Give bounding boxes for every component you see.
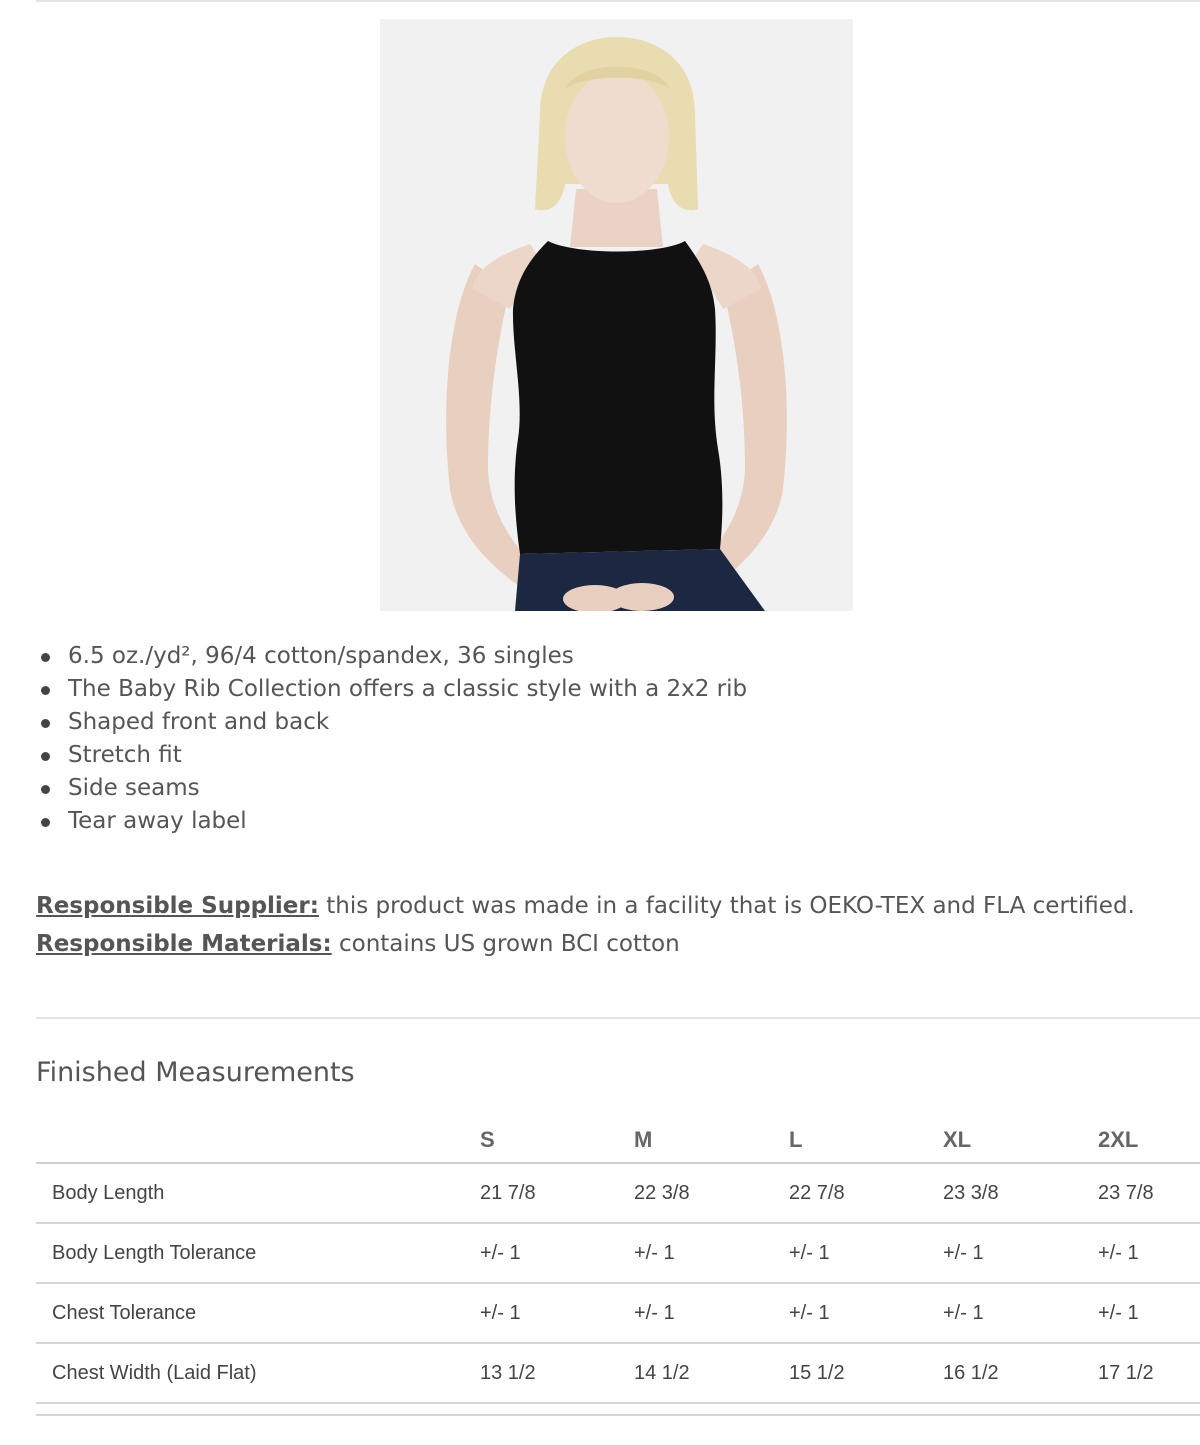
responsible-supplier-text: this product was made in a facility that is OEKO-TEX and FLA certified. [318, 893, 1135, 919]
table-row [36, 1163, 1200, 1223]
feature-list [38, 640, 747, 838]
feature-item: Stretch fit [38, 739, 747, 772]
table-cell: 23 7/8 [1098, 1163, 1200, 1223]
feature-item: 6.5 oz./yd², 96/4 cotton/spandex, 36 singles [38, 640, 747, 673]
table-cell: +/- 1 [789, 1283, 943, 1343]
size-header: S [480, 1118, 634, 1163]
table-cell: +/- 1 [1098, 1223, 1200, 1283]
table-cell: +/- 1 [480, 1223, 634, 1283]
table-cell: +/- 1 [480, 1283, 634, 1343]
bottom-divider [36, 1414, 1200, 1416]
size-header-row [36, 1118, 1200, 1163]
size-header: L [789, 1118, 943, 1163]
feature-item: Shaped front and back [38, 706, 747, 739]
table-cell: +/- 1 [634, 1283, 789, 1343]
responsible-materials-paragraph [36, 925, 1156, 963]
table-cell: 21 7/8 [480, 1163, 634, 1223]
top-divider [36, 0, 1200, 2]
responsibility-section [36, 887, 1156, 963]
row-label: Body Length Tolerance [36, 1223, 480, 1283]
feature-item: Tear away label [38, 805, 747, 838]
feature-item: Side seams [38, 772, 747, 805]
table-cell: +/- 1 [943, 1283, 1098, 1343]
table-cell: 23 3/8 [943, 1163, 1098, 1223]
responsible-materials-label: Responsible Materials: [36, 931, 332, 957]
table-cell: 15 1/2 [789, 1343, 943, 1403]
section-divider [36, 1017, 1200, 1019]
measurements-table [36, 1118, 1200, 1404]
table-cell: 13 1/2 [480, 1343, 634, 1403]
table-cell: 17 1/2 [1098, 1343, 1200, 1403]
row-label: Chest Tolerance [36, 1283, 480, 1343]
responsible-supplier-paragraph [36, 887, 1156, 925]
measurements-title: Finished Measurements [36, 1057, 355, 1088]
table-cell: 22 3/8 [634, 1163, 789, 1223]
responsible-supplier-label: Responsible Supplier: [36, 893, 319, 919]
table-cell: +/- 1 [943, 1223, 1098, 1283]
responsible-materials-text: contains US grown BCI cotton [331, 931, 680, 957]
table-cell: 22 7/8 [789, 1163, 943, 1223]
table-cell: +/- 1 [634, 1223, 789, 1283]
size-header: XL [943, 1118, 1098, 1163]
model-illustration [380, 19, 853, 611]
table-row [36, 1343, 1200, 1403]
size-header: M [634, 1118, 789, 1163]
table-cell: 16 1/2 [943, 1343, 1098, 1403]
table-cell: +/- 1 [1098, 1283, 1200, 1343]
table-row [36, 1283, 1200, 1343]
table-row [36, 1223, 1200, 1283]
size-header: 2XL [1098, 1118, 1200, 1163]
row-label: Chest Width (Laid Flat) [36, 1343, 480, 1403]
table-cell: 14 1/2 [634, 1343, 789, 1403]
blank-header-cell [36, 1118, 480, 1163]
row-label: Body Length [36, 1163, 480, 1223]
product-photo [380, 19, 853, 611]
feature-item: The Baby Rib Collection offers a classic style with a 2x2 rib [38, 673, 747, 706]
table-cell: +/- 1 [789, 1223, 943, 1283]
